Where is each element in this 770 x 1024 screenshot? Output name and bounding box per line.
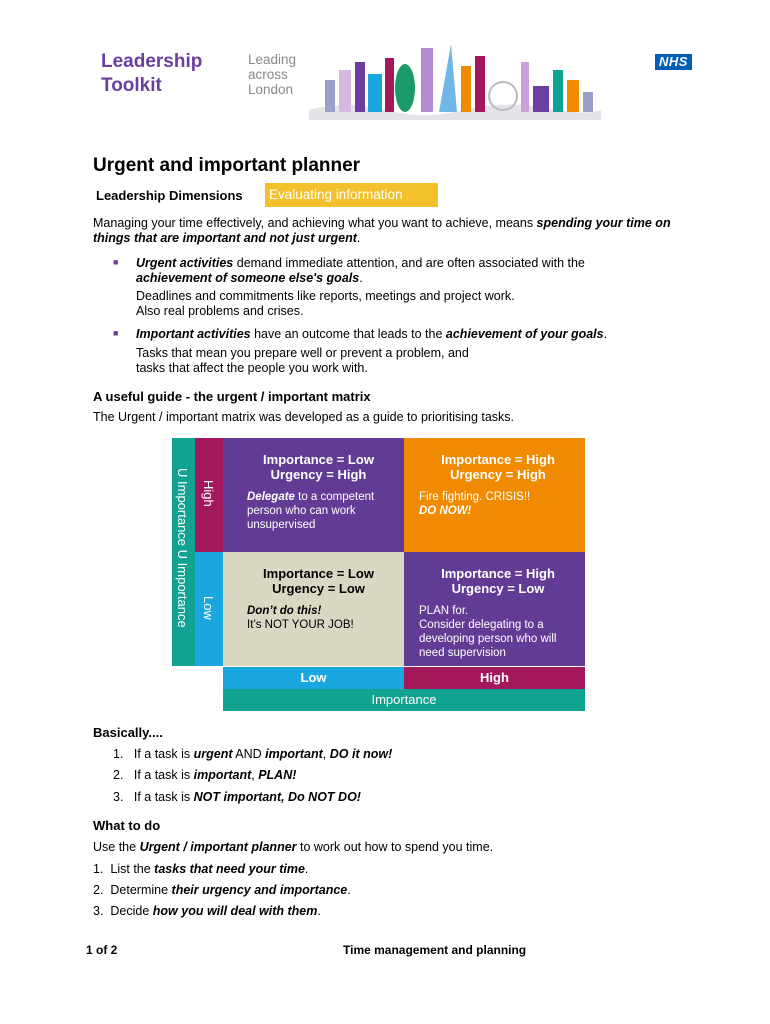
bullet-line: Also real problems and crises.: [136, 304, 304, 318]
bullet-emphasis: achievement of someone else's goals: [136, 271, 360, 285]
quadrant-title: Importance = Low: [263, 452, 374, 467]
list-item: [93, 904, 321, 918]
intro-emphasis: Urgent / important planner: [139, 840, 297, 854]
toolkit-title: [101, 50, 202, 98]
what-to-do-heading: What to do: [93, 818, 161, 833]
nhs-logo: NHS: [655, 54, 692, 70]
list-number: 2.: [113, 768, 124, 782]
list-text: If a task is: [133, 768, 194, 782]
bullet-icon: ■: [113, 328, 119, 338]
bullet-lead: Important activities: [136, 327, 251, 341]
list-text: If a task is: [133, 790, 194, 804]
list-emphasis: urgent: [193, 747, 233, 761]
basically-heading: Basically....: [93, 725, 163, 740]
bullet-text: demand immediate attention, and are often associated with the: [233, 256, 585, 270]
quadrant-plan: [404, 552, 585, 666]
list-item: [93, 862, 308, 876]
page-title: Urgent and important planner: [93, 155, 361, 176]
col-low-bar: Low: [223, 667, 404, 689]
list-number: 3.: [93, 904, 104, 918]
bullet-icon: ■: [113, 257, 119, 267]
quadrant-text: PLAN for.: [419, 605, 469, 617]
list-text: .: [304, 862, 309, 876]
quadrant-emphasis: DO NOW!: [419, 505, 472, 517]
list-number: 1.: [93, 862, 104, 876]
list-text: .: [317, 904, 321, 918]
list-text: Decide: [110, 904, 153, 918]
list-number: 1.: [113, 747, 124, 761]
leadership-dimensions-label: Leadership Dimensions: [96, 188, 243, 203]
quadrant-text: It’s NOT YOUR JOB!: [247, 619, 354, 631]
quadrant-title: Importance = High: [441, 452, 555, 467]
quadrant-delegate: [223, 438, 404, 552]
quadrant-title: Importance = High: [441, 566, 555, 581]
brand-line-1: Leadership: [101, 51, 203, 72]
quadrant-body: [247, 490, 390, 532]
bullet-urgent: [136, 256, 656, 319]
bullet-line: tasks that affect the people you work with.: [136, 361, 368, 375]
intro-end: .: [356, 231, 361, 245]
intro-text: to work out how to spend you time.: [296, 840, 494, 854]
list-emphasis: DO it now!: [329, 747, 393, 761]
row-high-label: High: [201, 480, 216, 507]
quadrant-emphasis: Don’t do this!: [247, 605, 322, 617]
bullet-end: .: [603, 327, 608, 341]
list-emphasis: NOT important, Do NOT DO!: [193, 790, 361, 804]
quadrant-text: to a competent person who can work unsupervised: [247, 491, 375, 531]
page-number: 1 of 2: [86, 943, 118, 957]
row-low-bar: [195, 552, 223, 666]
list-emphasis: tasks that need your time: [154, 862, 305, 876]
list-text: ,: [251, 768, 259, 782]
row-high-bar: [195, 438, 223, 552]
list-emphasis: how you will deal with them: [152, 904, 318, 918]
quadrant-title: Urgency = High: [270, 467, 367, 482]
london-skyline-illustration: [305, 40, 601, 120]
quadrant-title: Importance = Low: [263, 566, 374, 581]
list-text: List the: [110, 862, 155, 876]
list-item: [113, 790, 361, 804]
partner-line-1: Leading: [248, 52, 297, 67]
list-number: 3.: [113, 790, 124, 804]
quadrant-title: Urgency = High: [450, 467, 546, 482]
intro-text: Managing your time effectively, and achieving what you want to achieve, means: [93, 216, 537, 230]
bullet-line: Tasks that mean you prepare well or prevent a problem, and: [136, 346, 469, 360]
list-item: [113, 747, 392, 761]
brand-line-2: Toolkit: [101, 75, 162, 96]
bullet-line: Deadlines and commitments like reports, meetings and project work.: [136, 289, 515, 303]
partner-line-2: across: [248, 67, 288, 82]
intro-text: Use the: [93, 840, 140, 854]
list-emphasis: their urgency and importance: [171, 883, 348, 897]
list-emphasis: important: [193, 768, 252, 782]
list-text: .: [347, 883, 351, 897]
quadrant-text: Fire fighting. CRISIS!!: [419, 491, 531, 503]
list-text: If a task is: [133, 747, 194, 761]
bullet-emphasis: achievement of your goals: [445, 327, 604, 341]
list-item: [93, 883, 351, 897]
quadrant-do-now: [404, 438, 585, 552]
list-text: Determine: [110, 883, 172, 897]
list-item: [113, 768, 296, 782]
matrix-heading: A useful guide - the urgent / important matrix: [93, 389, 371, 404]
what-to-do-intro: [93, 840, 493, 854]
footer-section-title: Time management and planning: [343, 943, 527, 957]
quadrant-lead: Delegate: [247, 491, 295, 503]
bullet-important: [136, 327, 656, 376]
list-text: AND: [232, 747, 266, 761]
quadrant-dont-do: [223, 552, 404, 666]
bullet-text: have an outcome that leads to the: [250, 327, 446, 341]
row-low-label: Low: [201, 596, 216, 620]
leading-across-london-logo: [248, 52, 296, 97]
intro-emphasis: spending your time on things that are important and not just urgent: [93, 216, 671, 245]
vertical-axis-bar: [172, 438, 195, 666]
partner-line-3: London: [248, 82, 294, 97]
dimension-badge: Evaluating information: [265, 183, 438, 207]
bullet-lead: Urgent activities: [136, 256, 234, 270]
list-emphasis: PLAN!: [258, 768, 297, 782]
vertical-axis-label: U Importance U Importance: [175, 468, 190, 628]
col-high-bar: High: [404, 667, 585, 689]
list-number: 2.: [93, 883, 104, 897]
importance-axis-bar: Importance: [223, 689, 585, 711]
quadrant-title: Urgency = Low: [272, 581, 365, 596]
intro-paragraph: [93, 216, 673, 246]
quadrant-text: Consider delegating to a developing person who will need supervision: [419, 619, 557, 659]
list-text: ,: [322, 747, 330, 761]
bullet-end: .: [359, 271, 363, 285]
list-emphasis: important: [265, 747, 323, 761]
matrix-intro: The Urgent / important matrix was developed as a guide to prioritising tasks.: [93, 410, 515, 424]
quadrant-title: Urgency = Low: [451, 581, 545, 596]
